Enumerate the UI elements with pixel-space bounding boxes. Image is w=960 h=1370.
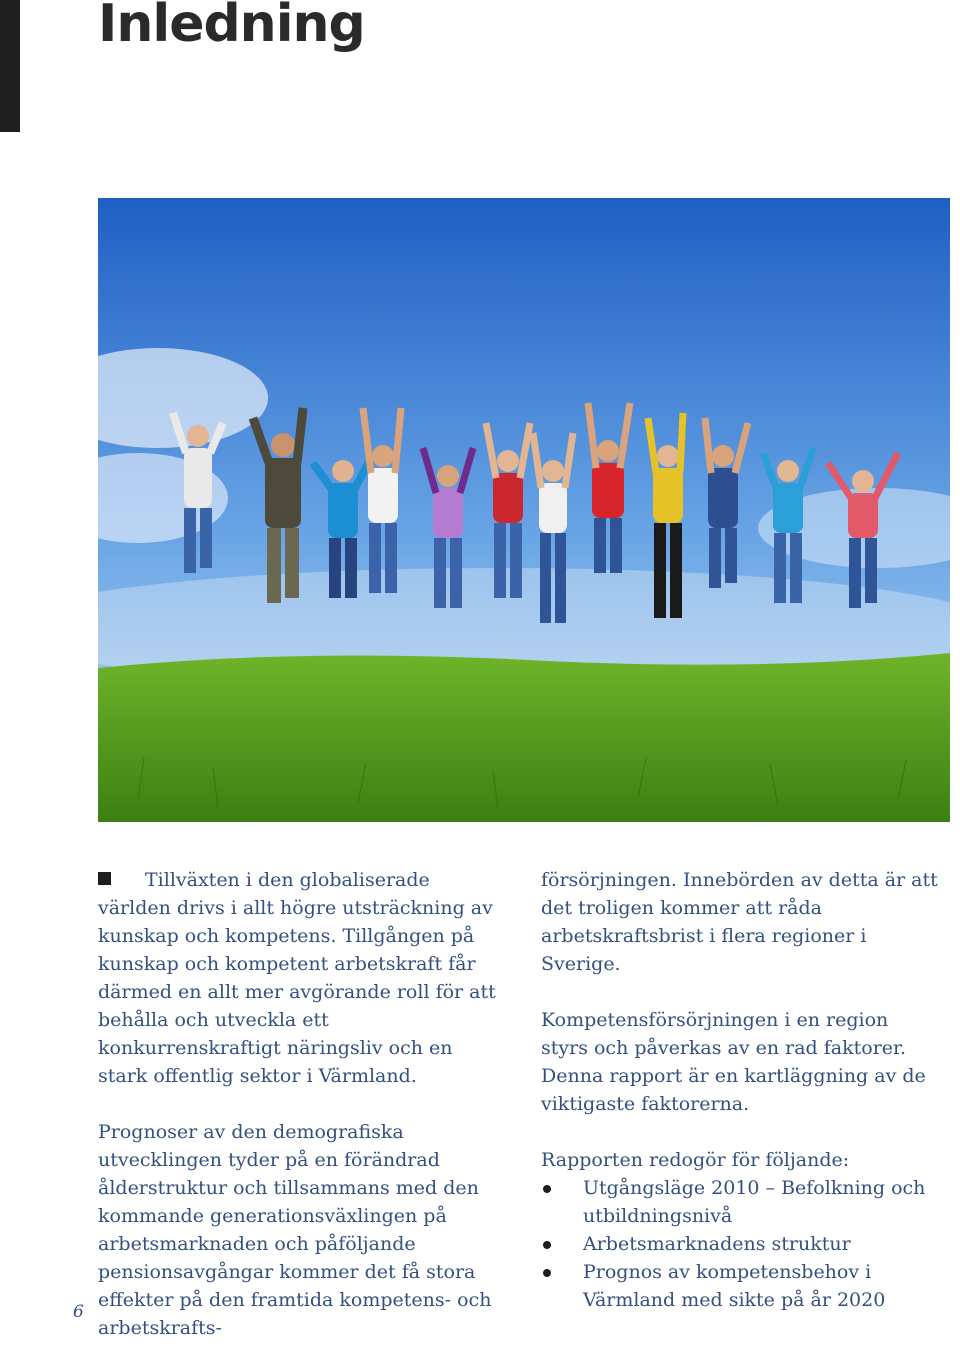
- report-list-intro: Rapporten redogör för följande:: [541, 1149, 850, 1171]
- intro-paragraph: [98, 866, 498, 1090]
- square-bullet-icon: [98, 872, 111, 885]
- factors-paragraph: Kompetensförsörjningen i en region styrs och påverkas av en rad faktorer. Denna rapport är en kartläggning av de viktigaste faktorerna.: [541, 1009, 926, 1115]
- forecast-paragraph: Prognoser av den demografiska utvecklingen tyder på en förändrad ålderstruktur och tillsammans med den kommande generationsväxlingen på arbetsmarknaden och påföljande pensionsavgångar kommer det få stora effekter på den framtida kompetens- och arbetskrafts-: [98, 1121, 492, 1339]
- right-column: [541, 866, 941, 1314]
- left-column: [98, 866, 498, 1370]
- bullet-dot-icon: [543, 1269, 551, 1277]
- list-item: Arbetsmarknadens struktur: [541, 1230, 941, 1258]
- bullet-dot-icon: [543, 1185, 551, 1193]
- side-accent-bar: [0, 0, 20, 132]
- bullet-dot-icon: [543, 1241, 551, 1249]
- report-contents-list: [541, 1174, 941, 1314]
- jumping-people-photo: [98, 198, 950, 822]
- list-item: Utgångsläge 2010 – Befolkning och utbildningsnivå: [541, 1174, 941, 1230]
- list-item: Prognos av kompetensbehov i Värmland med sikte på år 2020: [541, 1258, 941, 1314]
- page-number: 6: [73, 1302, 84, 1322]
- intro-paragraph-text: Tillväxten i den globaliserade världen drivs i allt högre utsträckning av kunskap och kompetens. Tillgången på kunskap och kompetent arbetskraft får därmed en allt mer avgörande roll för att behålla och utveckla ett konkurrenskraftigt näringsliv och en stark offentlig sektor i Värmland.: [98, 869, 496, 1087]
- page-title: Inledning: [98, 0, 365, 54]
- continuation-paragraph: försörjningen. Innebörden av detta är att det troligen kommer att råda arbetskraftsbrist i flera regioner i Sverige.: [541, 869, 938, 975]
